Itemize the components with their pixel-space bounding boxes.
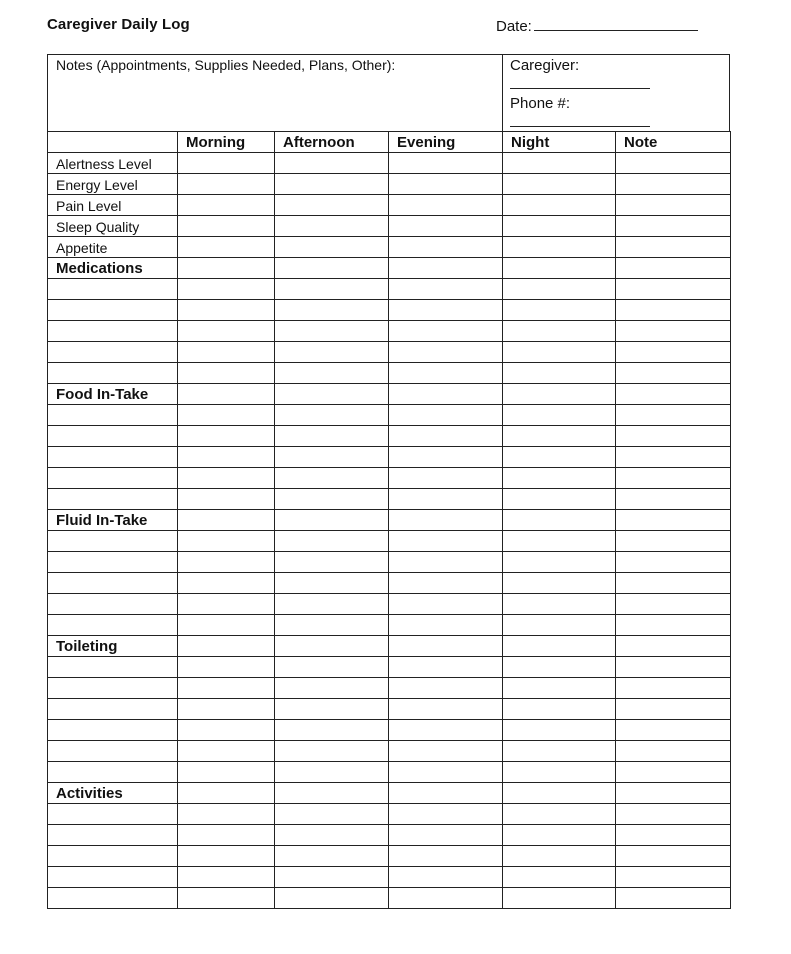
night-cell[interactable] xyxy=(503,405,616,426)
table-row xyxy=(48,342,731,363)
morning-cell[interactable] xyxy=(178,867,275,888)
night-cell[interactable] xyxy=(503,510,616,531)
row-label xyxy=(48,888,178,909)
morning-cell[interactable] xyxy=(178,510,275,531)
table-row xyxy=(48,720,731,741)
morning-cell[interactable] xyxy=(178,258,275,279)
caregiver-blank-line[interactable] xyxy=(510,75,650,89)
evening-cell[interactable] xyxy=(389,468,503,489)
morning-cell[interactable] xyxy=(178,384,275,405)
evening-cell[interactable] xyxy=(389,279,503,300)
night-cell[interactable] xyxy=(503,468,616,489)
table-row xyxy=(48,237,731,258)
table-row xyxy=(48,615,731,636)
table-row xyxy=(48,153,731,174)
afternoon-cell[interactable] xyxy=(275,846,389,867)
afternoon-cell[interactable] xyxy=(275,720,389,741)
evening-cell[interactable] xyxy=(389,762,503,783)
row-label xyxy=(48,846,178,867)
section-label: Medications xyxy=(48,258,178,279)
afternoon-cell[interactable] xyxy=(275,888,389,909)
note-cell[interactable] xyxy=(616,468,731,489)
row-label xyxy=(48,867,178,888)
night-cell[interactable] xyxy=(503,552,616,573)
column-header-label xyxy=(48,132,178,153)
row-label: Energy Level xyxy=(48,174,178,195)
morning-cell[interactable] xyxy=(178,300,275,321)
afternoon-cell[interactable] xyxy=(275,573,389,594)
night-cell[interactable] xyxy=(503,216,616,237)
evening-cell[interactable] xyxy=(389,657,503,678)
morning-cell[interactable] xyxy=(178,762,275,783)
morning-cell[interactable] xyxy=(178,153,275,174)
table-row xyxy=(48,279,731,300)
morning-cell[interactable] xyxy=(178,573,275,594)
afternoon-cell[interactable] xyxy=(275,510,389,531)
night-cell[interactable] xyxy=(503,153,616,174)
evening-cell[interactable] xyxy=(389,237,503,258)
evening-cell[interactable] xyxy=(389,846,503,867)
row-label xyxy=(48,468,178,489)
morning-cell[interactable] xyxy=(178,699,275,720)
evening-cell[interactable] xyxy=(389,531,503,552)
table-row xyxy=(48,867,731,888)
row-label xyxy=(48,447,178,468)
caregiver-label: Caregiver: xyxy=(510,57,580,74)
evening-cell[interactable] xyxy=(389,699,503,720)
morning-cell[interactable] xyxy=(178,657,275,678)
note-cell[interactable] xyxy=(616,867,731,888)
morning-cell[interactable] xyxy=(178,552,275,573)
note-cell[interactable] xyxy=(616,300,731,321)
date-field[interactable] xyxy=(496,16,698,35)
night-cell[interactable] xyxy=(503,594,616,615)
afternoon-cell[interactable] xyxy=(275,258,389,279)
evening-cell[interactable] xyxy=(389,195,503,216)
row-label xyxy=(48,615,178,636)
evening-cell[interactable] xyxy=(389,825,503,846)
row-label xyxy=(48,699,178,720)
night-cell[interactable] xyxy=(503,888,616,909)
afternoon-cell[interactable] xyxy=(275,867,389,888)
afternoon-cell[interactable] xyxy=(275,384,389,405)
morning-cell[interactable] xyxy=(178,363,275,384)
afternoon-cell[interactable] xyxy=(275,153,389,174)
evening-cell[interactable] xyxy=(389,615,503,636)
phone-blank-line[interactable] xyxy=(510,113,650,127)
evening-cell[interactable] xyxy=(389,552,503,573)
note-cell[interactable] xyxy=(616,216,731,237)
note-cell[interactable] xyxy=(616,195,731,216)
afternoon-cell[interactable] xyxy=(275,342,389,363)
page-title: Caregiver Daily Log xyxy=(47,16,190,33)
column-header-night: Night xyxy=(503,132,616,153)
evening-cell[interactable] xyxy=(389,384,503,405)
table-row xyxy=(48,531,731,552)
note-cell[interactable] xyxy=(616,699,731,720)
evening-cell[interactable] xyxy=(389,573,503,594)
evening-cell[interactable] xyxy=(389,216,503,237)
note-cell[interactable] xyxy=(616,657,731,678)
morning-cell[interactable] xyxy=(178,888,275,909)
evening-cell[interactable] xyxy=(389,342,503,363)
note-cell[interactable] xyxy=(616,762,731,783)
morning-cell[interactable] xyxy=(178,804,275,825)
afternoon-cell[interactable] xyxy=(275,804,389,825)
table-row xyxy=(48,468,731,489)
evening-cell[interactable] xyxy=(389,174,503,195)
date-label: Date: xyxy=(496,18,532,35)
night-cell[interactable] xyxy=(503,258,616,279)
afternoon-cell[interactable] xyxy=(275,783,389,804)
note-cell[interactable] xyxy=(616,846,731,867)
note-cell[interactable] xyxy=(616,720,731,741)
morning-cell[interactable] xyxy=(178,531,275,552)
table-row xyxy=(48,804,731,825)
afternoon-cell[interactable] xyxy=(275,657,389,678)
night-cell[interactable] xyxy=(503,846,616,867)
note-cell[interactable] xyxy=(616,426,731,447)
notes-label: Notes (Appointments, Supplies Needed, Plans, Other): xyxy=(56,57,396,73)
morning-cell[interactable] xyxy=(178,216,275,237)
note-cell[interactable] xyxy=(616,552,731,573)
afternoon-cell[interactable] xyxy=(275,615,389,636)
morning-cell[interactable] xyxy=(178,783,275,804)
table-row xyxy=(48,363,731,384)
row-label xyxy=(48,300,178,321)
note-cell[interactable] xyxy=(616,237,731,258)
evening-cell[interactable] xyxy=(389,447,503,468)
afternoon-cell[interactable] xyxy=(275,636,389,657)
table-body xyxy=(48,153,731,909)
evening-cell[interactable] xyxy=(389,783,503,804)
row-label xyxy=(48,657,178,678)
note-cell[interactable] xyxy=(616,615,731,636)
afternoon-cell[interactable] xyxy=(275,447,389,468)
table-row xyxy=(48,216,731,237)
afternoon-cell[interactable] xyxy=(275,825,389,846)
phone-label: Phone #: xyxy=(510,95,571,112)
row-label xyxy=(48,741,178,762)
row-label: Appetite xyxy=(48,237,178,258)
row-label: Pain Level xyxy=(48,195,178,216)
table-row xyxy=(48,741,731,762)
row-label xyxy=(48,531,178,552)
evening-cell[interactable] xyxy=(389,678,503,699)
night-cell[interactable] xyxy=(503,342,616,363)
morning-cell[interactable] xyxy=(178,489,275,510)
morning-cell[interactable] xyxy=(178,405,275,426)
note-cell[interactable] xyxy=(616,153,731,174)
section-row xyxy=(48,258,731,279)
night-cell[interactable] xyxy=(503,804,616,825)
morning-cell[interactable] xyxy=(178,846,275,867)
morning-cell[interactable] xyxy=(178,678,275,699)
morning-cell[interactable] xyxy=(178,174,275,195)
evening-cell[interactable] xyxy=(389,363,503,384)
night-cell[interactable] xyxy=(503,657,616,678)
afternoon-cell[interactable] xyxy=(275,195,389,216)
note-cell[interactable] xyxy=(616,489,731,510)
table-row xyxy=(48,594,731,615)
night-cell[interactable] xyxy=(503,363,616,384)
note-cell[interactable] xyxy=(616,531,731,552)
table-row xyxy=(48,489,731,510)
table-row xyxy=(48,825,731,846)
table-row xyxy=(48,447,731,468)
table-row xyxy=(48,888,731,909)
row-label xyxy=(48,573,178,594)
night-cell[interactable] xyxy=(503,783,616,804)
evening-cell[interactable] xyxy=(389,888,503,909)
morning-cell[interactable] xyxy=(178,237,275,258)
note-cell[interactable] xyxy=(616,594,731,615)
evening-cell[interactable] xyxy=(389,426,503,447)
evening-cell[interactable] xyxy=(389,405,503,426)
evening-cell[interactable] xyxy=(389,804,503,825)
afternoon-cell[interactable] xyxy=(275,489,389,510)
section-label: Food In-Take xyxy=(48,384,178,405)
row-label: Sleep Quality xyxy=(48,216,178,237)
section-label: Toileting xyxy=(48,636,178,657)
note-cell[interactable] xyxy=(616,510,731,531)
afternoon-cell[interactable] xyxy=(275,237,389,258)
row-label xyxy=(48,489,178,510)
evening-cell[interactable] xyxy=(389,867,503,888)
night-cell[interactable] xyxy=(503,825,616,846)
afternoon-cell[interactable] xyxy=(275,216,389,237)
afternoon-cell[interactable] xyxy=(275,405,389,426)
table-row xyxy=(48,552,731,573)
morning-cell[interactable] xyxy=(178,468,275,489)
night-cell[interactable] xyxy=(503,720,616,741)
morning-cell[interactable] xyxy=(178,741,275,762)
morning-cell[interactable] xyxy=(178,279,275,300)
row-label: Alertness Level xyxy=(48,153,178,174)
row-label xyxy=(48,552,178,573)
afternoon-cell[interactable] xyxy=(275,678,389,699)
night-cell[interactable] xyxy=(503,867,616,888)
night-cell[interactable] xyxy=(503,762,616,783)
row-label xyxy=(48,279,178,300)
note-cell[interactable] xyxy=(616,573,731,594)
night-cell[interactable] xyxy=(503,741,616,762)
caregiver-box xyxy=(502,54,730,132)
section-row xyxy=(48,636,731,657)
night-cell[interactable] xyxy=(503,447,616,468)
note-cell[interactable] xyxy=(616,447,731,468)
afternoon-cell[interactable] xyxy=(275,174,389,195)
note-cell[interactable] xyxy=(616,174,731,195)
table-header-row xyxy=(48,132,731,153)
evening-cell[interactable] xyxy=(389,300,503,321)
afternoon-cell[interactable] xyxy=(275,594,389,615)
night-cell[interactable] xyxy=(503,279,616,300)
note-cell[interactable] xyxy=(616,636,731,657)
column-header-afternoon: Afternoon xyxy=(275,132,389,153)
table-row xyxy=(48,657,731,678)
row-label xyxy=(48,405,178,426)
row-label xyxy=(48,825,178,846)
note-cell[interactable] xyxy=(616,783,731,804)
note-cell[interactable] xyxy=(616,279,731,300)
row-label xyxy=(48,804,178,825)
date-blank-line[interactable] xyxy=(534,16,698,31)
evening-cell[interactable] xyxy=(389,636,503,657)
afternoon-cell[interactable] xyxy=(275,468,389,489)
section-row xyxy=(48,783,731,804)
night-cell[interactable] xyxy=(503,678,616,699)
column-header-morning: Morning xyxy=(178,132,275,153)
afternoon-cell[interactable] xyxy=(275,699,389,720)
night-cell[interactable] xyxy=(503,615,616,636)
afternoon-cell[interactable] xyxy=(275,300,389,321)
night-cell[interactable] xyxy=(503,195,616,216)
notes-box[interactable] xyxy=(47,54,502,132)
note-cell[interactable] xyxy=(616,825,731,846)
row-label xyxy=(48,321,178,342)
morning-cell[interactable] xyxy=(178,720,275,741)
evening-cell[interactable] xyxy=(389,741,503,762)
note-cell[interactable] xyxy=(616,678,731,699)
daily-log-table xyxy=(47,131,731,909)
evening-cell[interactable] xyxy=(389,258,503,279)
table-row xyxy=(48,846,731,867)
note-cell[interactable] xyxy=(616,405,731,426)
table-row xyxy=(48,174,731,195)
night-cell[interactable] xyxy=(503,321,616,342)
afternoon-cell[interactable] xyxy=(275,552,389,573)
evening-cell[interactable] xyxy=(389,594,503,615)
night-cell[interactable] xyxy=(503,699,616,720)
note-cell[interactable] xyxy=(616,888,731,909)
night-cell[interactable] xyxy=(503,531,616,552)
note-cell[interactable] xyxy=(616,363,731,384)
row-label xyxy=(48,678,178,699)
morning-cell[interactable] xyxy=(178,342,275,363)
afternoon-cell[interactable] xyxy=(275,426,389,447)
row-label xyxy=(48,426,178,447)
night-cell[interactable] xyxy=(503,426,616,447)
row-label xyxy=(48,342,178,363)
evening-cell[interactable] xyxy=(389,321,503,342)
morning-cell[interactable] xyxy=(178,615,275,636)
morning-cell[interactable] xyxy=(178,195,275,216)
afternoon-cell[interactable] xyxy=(275,279,389,300)
table-row xyxy=(48,678,731,699)
afternoon-cell[interactable] xyxy=(275,741,389,762)
morning-cell[interactable] xyxy=(178,321,275,342)
section-label: Activities xyxy=(48,783,178,804)
section-row xyxy=(48,510,731,531)
row-label xyxy=(48,594,178,615)
morning-cell[interactable] xyxy=(178,636,275,657)
morning-cell[interactable] xyxy=(178,426,275,447)
table-row xyxy=(48,300,731,321)
afternoon-cell[interactable] xyxy=(275,321,389,342)
evening-cell[interactable] xyxy=(389,153,503,174)
note-cell[interactable] xyxy=(616,342,731,363)
table-row xyxy=(48,405,731,426)
table-row xyxy=(48,699,731,720)
morning-cell[interactable] xyxy=(178,825,275,846)
table-row xyxy=(48,762,731,783)
table-row xyxy=(48,195,731,216)
night-cell[interactable] xyxy=(503,384,616,405)
night-cell[interactable] xyxy=(503,174,616,195)
section-label: Fluid In-Take xyxy=(48,510,178,531)
evening-cell[interactable] xyxy=(389,510,503,531)
night-cell[interactable] xyxy=(503,573,616,594)
morning-cell[interactable] xyxy=(178,594,275,615)
column-header-note: Note xyxy=(616,132,731,153)
section-row xyxy=(48,384,731,405)
row-label xyxy=(48,720,178,741)
afternoon-cell[interactable] xyxy=(275,363,389,384)
night-cell[interactable] xyxy=(503,300,616,321)
morning-cell[interactable] xyxy=(178,447,275,468)
note-cell[interactable] xyxy=(616,804,731,825)
table-row xyxy=(48,573,731,594)
evening-cell[interactable] xyxy=(389,489,503,510)
row-label xyxy=(48,762,178,783)
evening-cell[interactable] xyxy=(389,720,503,741)
afternoon-cell[interactable] xyxy=(275,531,389,552)
row-label xyxy=(48,363,178,384)
table-row xyxy=(48,426,731,447)
note-cell[interactable] xyxy=(616,258,731,279)
note-cell[interactable] xyxy=(616,384,731,405)
note-cell[interactable] xyxy=(616,741,731,762)
night-cell[interactable] xyxy=(503,489,616,510)
afternoon-cell[interactable] xyxy=(275,762,389,783)
night-cell[interactable] xyxy=(503,237,616,258)
column-header-evening: Evening xyxy=(389,132,503,153)
note-cell[interactable] xyxy=(616,321,731,342)
table-row xyxy=(48,321,731,342)
night-cell[interactable] xyxy=(503,636,616,657)
